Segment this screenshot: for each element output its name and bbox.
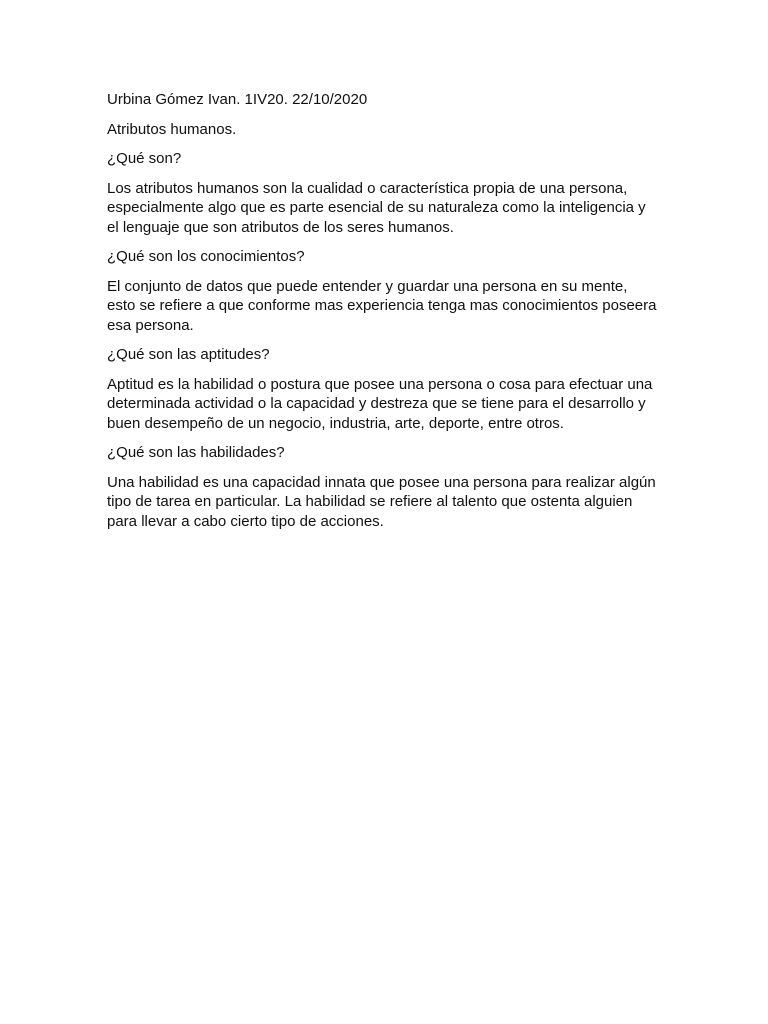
answer-que-son: Los atributos humanos son la cualidad o característica propia de una persona, especialmente algo que es parte esencial de su naturaleza como la inteligencia y el lenguaje que son atributos de los seres humanos. — [107, 179, 646, 236]
answer-conocimientos: El conjunto de datos que puede entender y guardar una persona en su mente, esto se refiere a que conforme mas experiencia tenga mas conocimientos poseera esa persona. — [107, 277, 657, 334]
document-page — [107, 90, 667, 541]
answer-habilidades: Una habilidad es una capacidad innata que posee una persona para realizar algún tipo de tarea en particular. La habilidad se refiere al talento que ostenta alguien para llevar a cabo cierto tipo de acciones. — [107, 473, 656, 530]
document-title: Atributos humanos. — [107, 120, 237, 138]
question-aptitudes: ¿Qué son las aptitudes? — [107, 346, 270, 363]
question-habilidades: ¿Qué son las habilidades? — [107, 444, 285, 461]
answer-aptitudes: Aptitud es la habilidad o postura que posee una persona o cosa para efectuar una determinada actividad o la capacidad y destreza que se tiene para el desarrollo y buen desempeño de un negocio, industria, arte, deporte, entre otros. — [107, 375, 653, 432]
document-header: Urbina Gómez Ivan. 1IV20. 22/10/2020 — [107, 91, 368, 108]
question-conocimientos: ¿Qué son los conocimientos? — [107, 248, 305, 265]
question-que-son: ¿Qué son? — [107, 150, 182, 167]
